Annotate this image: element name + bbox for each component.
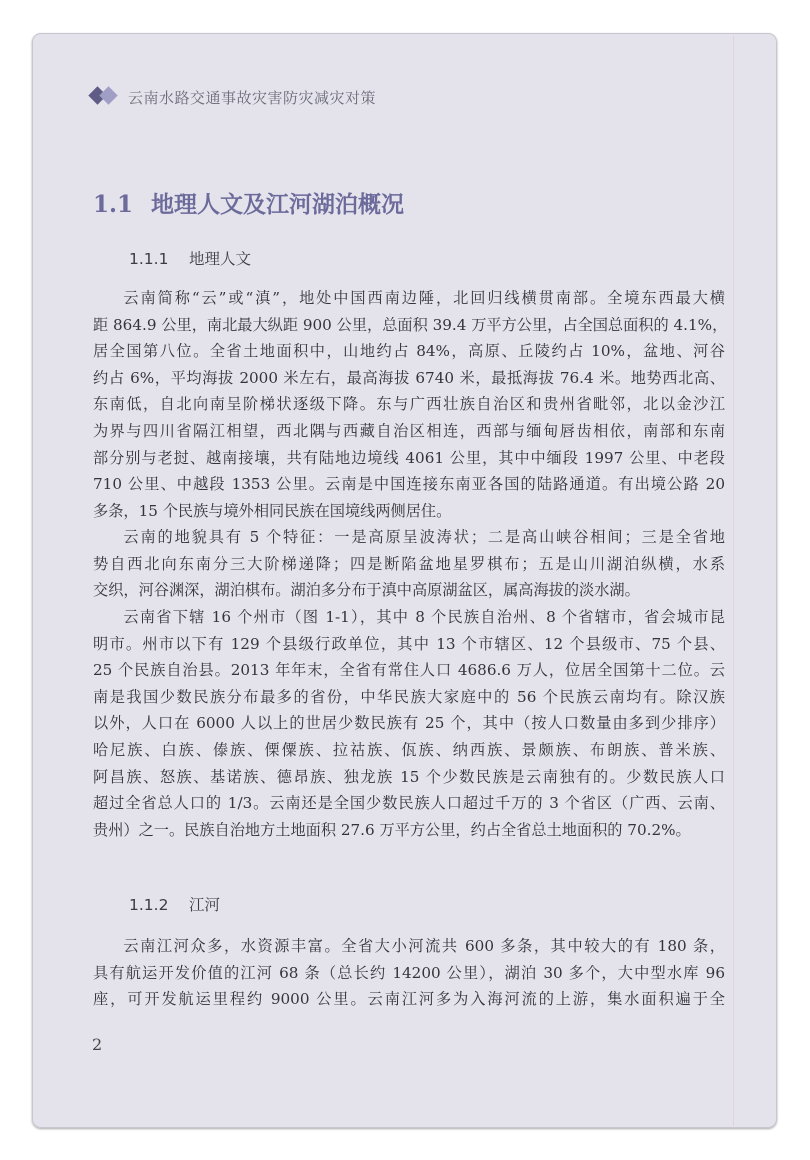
subsection-heading-1: [129, 247, 251, 269]
text-line: 东南低，自北向南呈阶梯状逐级下降。东与广西壮族自治区和贵州省毗邻，北以金沙江: [93, 395, 725, 414]
text-line: 具有航运开发价值的江河 68 条（总长约 14200 公里），湖泊 30 多个，大中型水库 96: [93, 963, 725, 982]
text-line: 云南省下辖 16 个州市（图 1-1），其中 8 个民族自治州、8 个省辖市，省会城市昆: [123, 608, 725, 626]
diamond-light-icon: [99, 86, 117, 104]
text-line: 为界与四川省隔江相望，西北隅与西藏自治区相连，西部与缅甸唇齿相依，南部和东南: [93, 421, 725, 440]
text-line: 座，可开发航运里程约 9000 公里。云南江河多为入海河流的上游，集水面积遍于全: [93, 990, 725, 1009]
text-line: 约占 6%，平均海拔 2000 米左右，最高海拔 6740 米，最抵海拔 76.4 米。地势西北高、: [93, 368, 725, 387]
paragraph-landforms: [93, 524, 725, 604]
text-line: 距 864.9 公里，南北最大纵距 900 公里，总面积 39.4 万平方公里，占全国总面积的 4.1%，: [93, 315, 728, 334]
subsection-heading-2: [129, 893, 220, 915]
text-line: 居全国第八位。全省土地面积中，山地约占 84%，高原、丘陵约占 10%，盆地、河谷: [93, 342, 725, 361]
paragraph-geography: [93, 285, 728, 524]
text-line: 交织，河谷渊深，湖泊棋布。湖泊多分布于滇中高原湖盆区，属高海拔的淡水湖。: [93, 581, 640, 600]
text-line: 超过全省总人口的 1/3。云南还是全国少数民族人口超过千万的 3 个省区（广西、云南、: [93, 794, 725, 813]
section-number: 1.1: [93, 191, 134, 218]
text-line: 明市。州市以下有 129 个县级行政单位，其中 13 个市辖区、12 个县级市、75 个县、: [93, 634, 725, 653]
text-line: 云南的地貌具有 5 个特征：一是高原呈波涛状；二是高山峡谷相间；三是全省地: [123, 528, 725, 546]
subsection-title: 地理人文: [189, 250, 252, 268]
subsection-number: 1.1.1: [129, 250, 169, 268]
paragraph-rivers: [93, 933, 725, 1013]
text-line: 阿昌族、怒族、基诺族、德昂族、独龙族 15 个少数民族是云南独有的。少数民族人口: [93, 767, 725, 786]
text-line: 25 个民族自治县。2013 年年末，全省有常住人口 4686.6 万人，位居全国第十二位。云: [93, 661, 725, 680]
book-title: 云南水路交通事故灾害防灾减灾对策: [128, 88, 377, 107]
paragraph-population: [93, 604, 725, 843]
section-title: 地理人文及江河湖泊概况: [151, 191, 404, 218]
text-line: 710 公里、中越段 1353 公里。云南是中国连接东南亚各国的陆路通道。有出境公路 20: [93, 475, 725, 494]
text-line: 云南江河众多，水资源丰富。全省大小河流共 600 多条，其中较大的有 180 条，: [123, 937, 725, 955]
subsection-title: 江河: [189, 896, 221, 914]
text-line: 云南简称“云”或“滇”，地处中国西南边陲，北回归线横贯南部。全境东西最大横: [123, 289, 725, 307]
text-line: 以外，人口在 6000 人以上的世居少数民族有 25 个，其中（按人口数量由多到少排序）: [93, 714, 725, 733]
text-line: 多条，15 个民族与境外相同民族在国境线两侧居住。: [93, 501, 452, 520]
page-number: 2: [92, 1035, 103, 1054]
subsection-number: 1.1.2: [129, 896, 169, 914]
double-diamond-icon: [88, 86, 122, 108]
text-line: 贵州）之一。民族自治地方土地面积 27.6 万平方公里，约占全省总土地面积的 70.2%。: [93, 820, 691, 839]
text-line: 南是我国少数民族分布最多的省份，中华民族大家庭中的 56 个民族云南均有。除汉族: [93, 687, 725, 706]
text-line: 哈尼族、白族、傣族、傈僳族、拉祜族、佤族、纳西族、景颇族、布朗族、普米族、: [93, 740, 725, 759]
text-line: 势自西北向东南分三大阶梯递降；四是断陷盆地星罗棋布；五是山川湖泊纵横，水系: [93, 554, 725, 573]
running-header: [88, 86, 376, 108]
text-line: 部分别与老挝、越南接壤，共有陆地边境线 4061 公里，其中中缅段 1997 公里、中老段: [93, 448, 725, 467]
section-heading: [93, 186, 404, 219]
scan-artifact-line: [733, 36, 734, 1126]
